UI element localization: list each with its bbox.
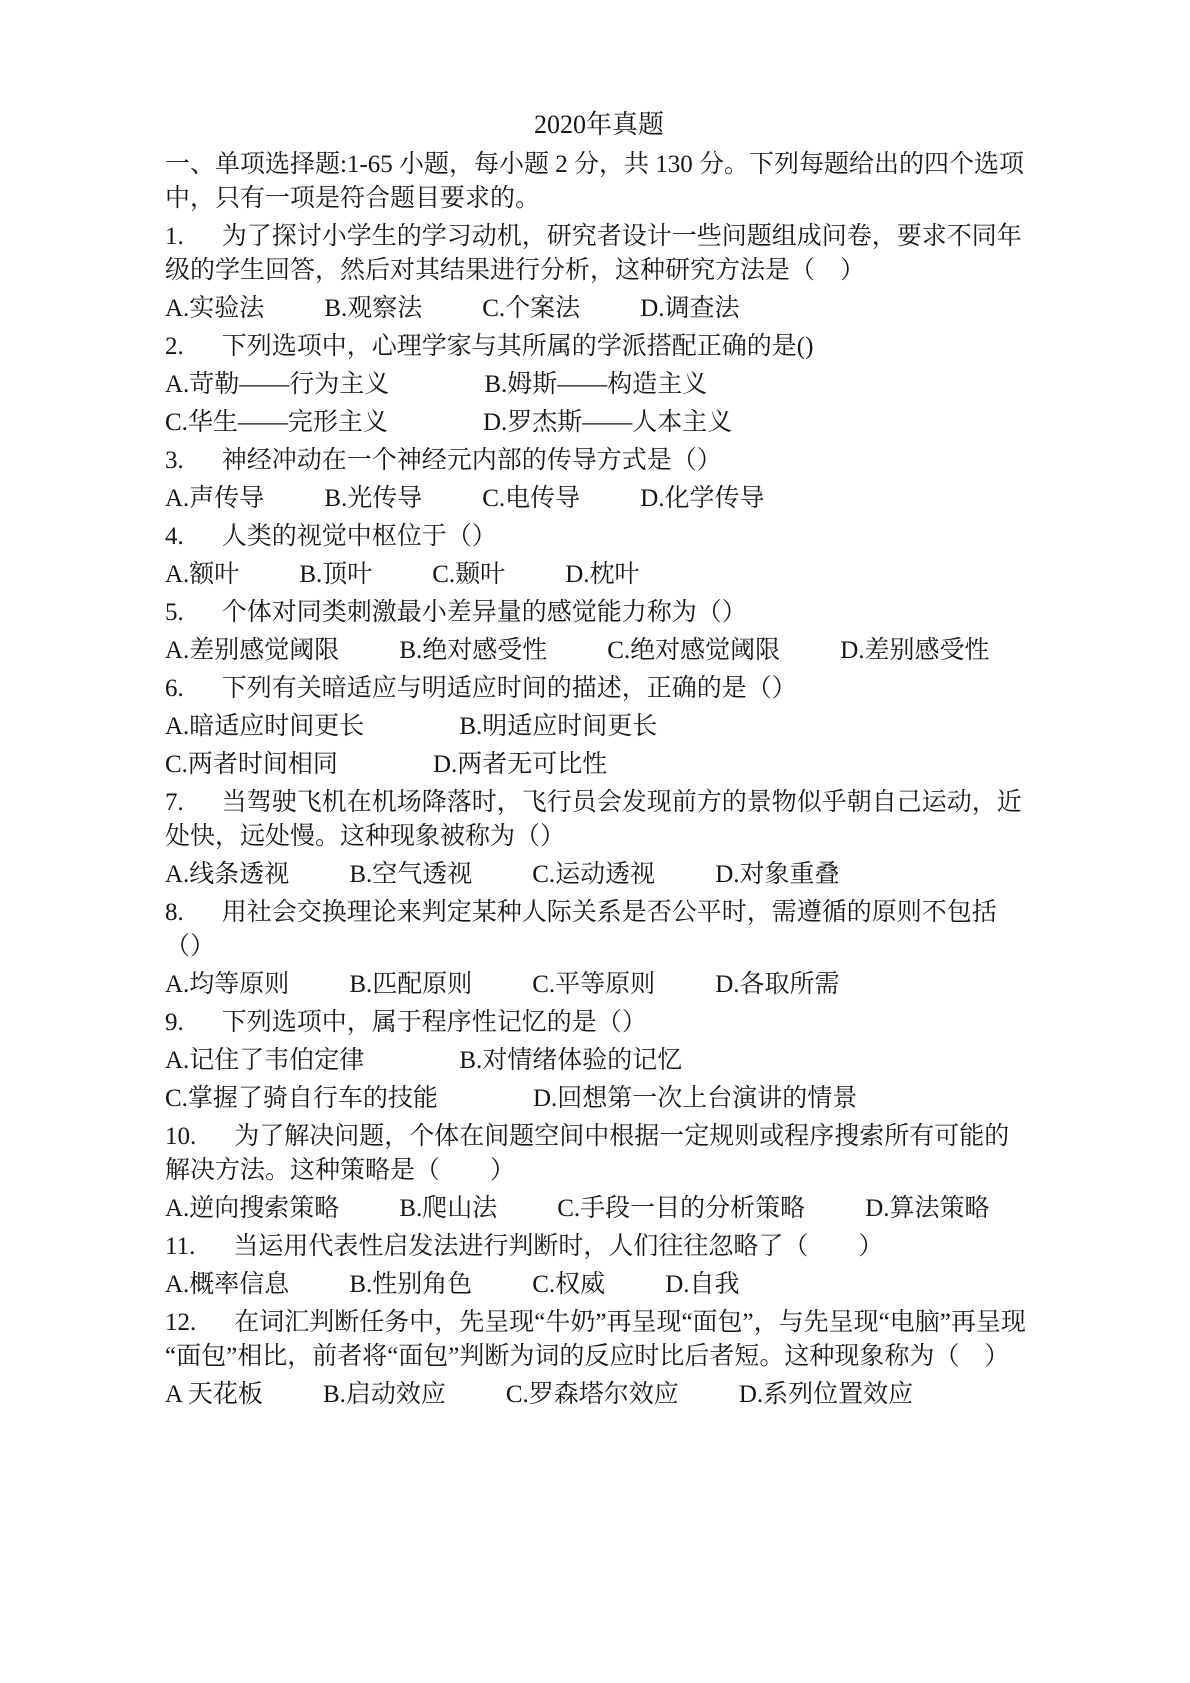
question-12-text [165,1306,1033,1374]
question-5-options [165,634,1033,668]
question-12-body: 在词汇判断任务中，先呈现“牛奶”再呈现“面包”，与先呈现“电脑”再呈现“面包”相比，前者将“面包”判断为词的反应时比后者短。这种现象称为（ ） [165,1309,1026,1370]
question-4-options [165,558,1033,592]
question-2-options-row-1 [165,368,1033,402]
question-5-option-d: D.差别感受性 [840,637,990,664]
question-1-options [165,292,1033,326]
question-2-options-row-2 [165,406,1033,440]
question-8-option-b: B.匹配原则 [349,971,473,998]
question-4-option-c: C.颞叶 [432,561,506,588]
question-7-option-c: C.运动透视 [532,861,656,888]
question-11-option-d: D.自我 [665,1271,740,1298]
question-12-options [165,1378,1033,1412]
question-9-option-a: A.记住了韦伯定律 [165,1047,365,1074]
question-4-option-b: B.顶叶 [299,561,373,588]
question-12-option-a: A 天花板 [165,1381,263,1408]
question-5-option-a: A.差别感觉阈限 [165,637,340,664]
question-7-option-d: D.对象重叠 [715,861,840,888]
question-11-number: 11. [165,1233,196,1260]
section-intro: 一、单项选择题:1-65 小题，每小题 2 分，共 130 分。下列每题给出的四个选项中，只有一项是符合题目要求的。 [165,151,1025,212]
question-10-option-b: B.爬山法 [399,1195,498,1222]
question-7-text [165,786,1033,854]
question-6-body: 下列有关暗适应与明适应时间的描述，正确的是（） [221,675,797,702]
question-9-option-c: C.掌握了骑自行车的技能 [165,1085,438,1112]
question-8-number: 8. [165,899,184,926]
question-3-option-d: D.化学传导 [640,485,765,512]
question-6-number: 6. [165,675,184,702]
question-6-options-row-2 [165,748,1033,782]
question-1-number: 1. [165,223,184,250]
question-6-options-row-1 [165,710,1033,744]
question-4-text [165,520,1033,554]
question-4-number: 4. [165,523,184,550]
question-1-body: 为了探讨小学生的学习动机，研究者设计一些问题组成问卷，要求不同年级的学生回答，然后对其结果进行分析，这种研究方法是（ ） [165,223,1022,284]
question-9-number: 9. [165,1009,184,1036]
question-2-number: 2. [165,333,184,360]
question-1-text [165,220,1033,288]
question-1-option-b: B.观察法 [324,295,423,322]
question-12-number: 12. [165,1309,197,1336]
question-9-option-b: B.对情绪体验的记忆 [459,1047,683,1074]
question-4-option-a: A.额叶 [165,561,240,588]
question-2-option-c: C.华生——完形主义 [165,409,388,436]
question-2-body: 下列选项中，心理学家与其所属的学派搭配正确的是() [221,333,814,360]
question-2-option-d: D.罗杰斯——人本主义 [482,409,733,436]
question-11-text [165,1230,1033,1264]
question-9-option-d: D.回想第一次上台演讲的情景 [532,1085,858,1112]
question-11-options [165,1268,1033,1302]
question-5-number: 5. [165,599,184,626]
question-3-option-c: C.电传导 [482,485,581,512]
question-8-option-c: C.平等原则 [532,971,656,998]
question-5-body: 个体对同类刺激最小差异量的感觉能力称为（） [221,599,747,626]
question-5-option-c: C.绝对感觉阈限 [607,637,781,664]
question-3-option-a: A.声传导 [165,485,265,512]
question-10-text [165,1120,1033,1188]
question-11-option-a: A.概率信息 [165,1271,290,1298]
question-1-option-d: D.调查法 [640,295,740,322]
question-12-option-c: C.罗森塔尔效应 [505,1381,679,1408]
question-10-option-d: D.算法策略 [865,1195,990,1222]
question-3-options [165,482,1033,516]
question-12-option-b: B.启动效应 [322,1381,446,1408]
question-9-body: 下列选项中，属于程序性记忆的是（） [221,1009,647,1036]
question-2-option-a: A.苛勒——行为主义 [165,371,390,398]
question-11-option-c: C.权威 [532,1271,606,1298]
question-7-body: 当驾驶飞机在机场降落时，飞行员会发现前方的景物似乎朝自己运动，近处快，远处慢。这种现象被称为（） [165,789,1022,850]
question-7-number: 7. [165,789,184,816]
question-4-body: 人类的视觉中枢位于（） [221,523,497,550]
question-9-options-row-1 [165,1044,1033,1078]
question-10-options [165,1192,1033,1226]
question-2-option-b: B.姆斯——构造主义 [484,371,708,398]
question-6-option-b: B.明适应时间更长 [459,713,658,740]
question-3-text [165,444,1033,478]
question-1-option-c: C.个案法 [482,295,581,322]
question-12-option-d: D.系列位置效应 [738,1381,914,1408]
question-10-option-c: C.手段一目的分析策略 [557,1195,806,1222]
question-1-option-a: A.实验法 [165,295,265,322]
question-6-option-a: A.暗适应时间更长 [165,713,365,740]
question-9-text [165,1006,1033,1040]
question-7-option-b: B.空气透视 [349,861,473,888]
question-3-number: 3. [165,447,184,474]
question-7-options [165,858,1033,892]
question-8-option-d: D.各取所需 [715,971,840,998]
question-8-text [165,896,1033,964]
question-9-options-row-2 [165,1082,1033,1116]
question-10-option-a: A.逆向搜索策略 [165,1195,340,1222]
question-8-option-a: A.均等原则 [165,971,290,998]
question-10-number: 10. [165,1123,197,1150]
question-8-body: 用社会交换理论来判定某种人际关系是否公平时，需遵循的原则不包括（） [165,899,997,960]
question-6-option-d: D.两者无可比性 [432,751,608,778]
question-11-option-b: B.性别角色 [349,1271,473,1298]
page-title: 2020年真题 [533,110,664,139]
question-11-body: 当运用代表性启发法进行判断时，人们往往忽略了（ ） [233,1233,884,1260]
question-8-options [165,968,1033,1002]
question-5-text [165,596,1033,630]
question-3-body: 神经冲动在一个神经元内部的传导方式是（） [221,447,722,474]
question-2-text [165,330,1033,364]
question-10-body: 为了解决问题，个体在间题空间中根据一定规则或程序搜索所有可能的解决方法。这种策略是（ ） [165,1123,1010,1184]
question-4-option-d: D.枕叶 [565,561,640,588]
question-6-text [165,672,1033,706]
question-6-option-c: C.两者时间相同 [165,751,338,778]
question-7-option-a: A.线条透视 [165,861,290,888]
question-3-option-b: B.光传导 [324,485,423,512]
question-5-option-b: B.绝对感受性 [399,637,548,664]
